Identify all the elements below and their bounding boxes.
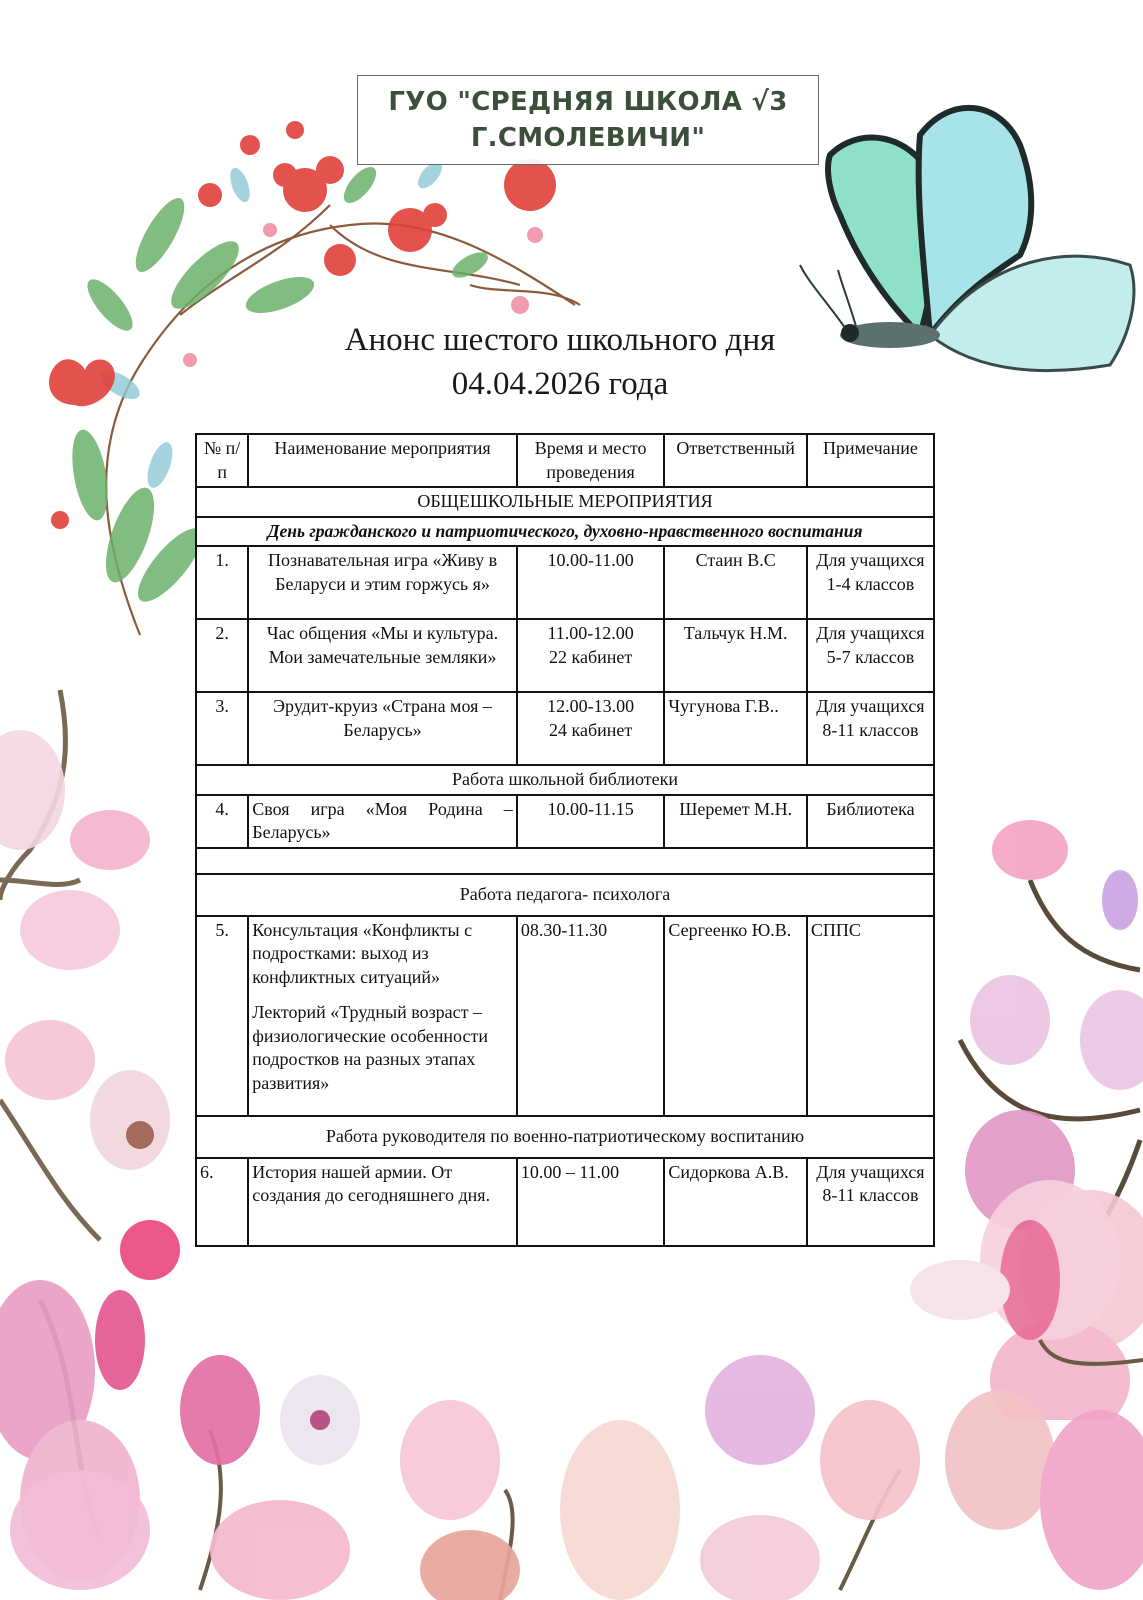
- row-time-place: [517, 692, 665, 765]
- header-num: [196, 434, 248, 487]
- header-responsible: Ответственный: [664, 434, 806, 487]
- table-row: [196, 1158, 934, 1246]
- row-note: Для учащихся 5-7 классов: [807, 619, 934, 692]
- table-row: [196, 916, 934, 1116]
- row-time: 10.00-11.15: [517, 795, 665, 848]
- row-note: Для учащихся 8-11 классов: [807, 692, 934, 765]
- row-event-name: Познавательная игра «Живу в Беларуси и этим горжусь я»: [248, 546, 517, 619]
- table-row: [196, 795, 934, 848]
- schedule-table: [195, 433, 935, 1247]
- row-responsible: Сидоркова А.В.: [664, 1158, 806, 1246]
- row-time-place: [517, 619, 665, 692]
- row-responsible: Стаин В.С: [664, 546, 806, 619]
- header-note: Примечание: [807, 434, 934, 487]
- row-num: 3.: [196, 692, 248, 765]
- school-name-box: [357, 75, 819, 165]
- row-num: 4.: [196, 795, 248, 848]
- header-num-line2: п: [217, 461, 227, 482]
- header-time-line1: Время и место: [534, 438, 647, 458]
- empty-cell: [196, 848, 934, 874]
- row-num: 1.: [196, 546, 248, 619]
- header-num-line1: № п/: [203, 438, 241, 458]
- row-time: 10.00 – 11.00: [517, 1158, 665, 1246]
- row-note: Библиотека: [807, 795, 934, 848]
- schedule-table-container: [195, 433, 935, 1247]
- school-name-line2: Г.СМОЛЕВИЧИ": [470, 123, 706, 153]
- row-event-name: Своя игра «Моя Родина – Беларусь»: [248, 795, 517, 848]
- row-responsible: Чугунова Г.В..: [664, 692, 806, 765]
- row-time: 10.00-11.00: [517, 546, 665, 619]
- table-row: [196, 692, 934, 765]
- section-row: [196, 517, 934, 547]
- row-num: 5.: [196, 916, 248, 1116]
- row-event-name: Час общения «Мы и культура. Мои замечательные земляки»: [248, 619, 517, 692]
- title-date: 04.04.2026 года: [451, 366, 669, 402]
- title-line1: Анонс шестого школьного дня: [344, 322, 776, 358]
- section-row: [196, 874, 934, 916]
- header-time-line2: проведения: [546, 461, 635, 482]
- row-place: 24 кабинет: [548, 719, 633, 740]
- section-row: [196, 765, 934, 795]
- section-day-theme-label: День гражданского и патриотического, духовно-нравственного воспитания: [196, 517, 934, 547]
- butterfly-illustration: [790, 95, 1143, 385]
- row-num: 2.: [196, 619, 248, 692]
- section-psychologist-label: Работа педагога- психолога: [196, 874, 934, 916]
- event-consultation: Консультация «Конфликты с подростками: выход из конфликтных ситуаций»: [252, 919, 473, 987]
- row-time: 12.00-13.00: [547, 696, 635, 716]
- spacer-row: [196, 848, 934, 874]
- magnolia-top-right-side-illustration: [900, 1170, 1143, 1400]
- section-row: [196, 487, 934, 517]
- row-event-name: История нашей армии. От создания до сегодняшнего дня.: [248, 1158, 517, 1246]
- header-time: [517, 434, 665, 487]
- row-note: Для учащихся 1-4 классов: [807, 546, 934, 619]
- row-num: 6.: [196, 1158, 248, 1246]
- table-header-row: [196, 434, 934, 487]
- row-time: 08.30-11.30: [517, 916, 665, 1116]
- row-time: 11.00-12.00: [547, 623, 634, 643]
- table-row: [196, 619, 934, 692]
- row-note: СППС: [807, 916, 934, 1116]
- section-row: [196, 1116, 934, 1158]
- section-general-label: ОБЩЕШКОЛЬНЫЕ МЕРОПРИЯТИЯ: [196, 487, 934, 517]
- row-responsible: Шеремет М.Н.: [664, 795, 806, 848]
- row-event-name: [248, 916, 517, 1116]
- page-title: [300, 318, 820, 406]
- table-row: [196, 546, 934, 619]
- row-responsible: Сергеенко Ю.В.: [664, 916, 806, 1116]
- row-place: 22 кабинет: [548, 646, 633, 667]
- row-note: Для учащихся 8-11 классов: [807, 1158, 934, 1246]
- row-responsible: Тальчук Н.М.: [664, 619, 806, 692]
- row-event-name: Эрудит-круиз «Страна моя – Беларусь»: [248, 692, 517, 765]
- section-library-label: Работа школьной библиотеки: [196, 765, 934, 795]
- event-lecture: Лекторий «Трудный возраст – физиологические особенности подростков на разных этапах развития»: [252, 1002, 488, 1093]
- header-name: Наименование мероприятия: [248, 434, 517, 487]
- section-military-label: Работа руководителя по военно-патриотическому воспитанию: [196, 1116, 934, 1158]
- school-name-line1: ГУО "СРЕДНЯЯ ШКОЛА √3: [388, 87, 788, 117]
